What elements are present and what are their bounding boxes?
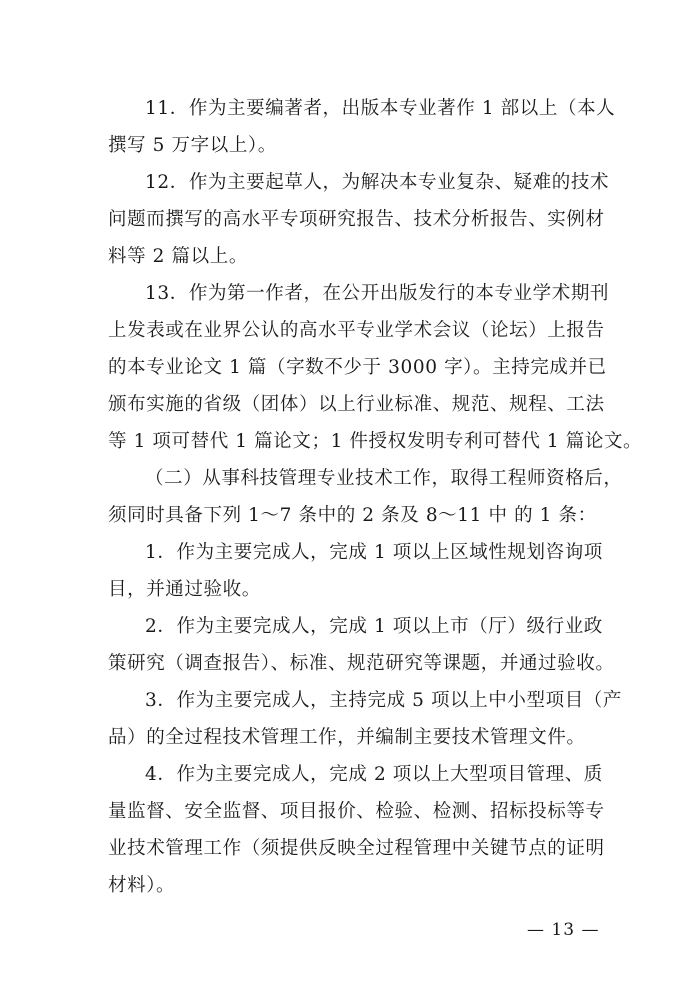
text-line: 的本专业论文 1 篇（字数不少于 3000 字）。主持完成并已 xyxy=(108,357,607,378)
body-text xyxy=(108,90,643,904)
page-number: — 13 — xyxy=(527,920,600,940)
text-line: 12．作为主要起草人，为解决本专业复杂、疑难的技术 xyxy=(145,172,610,193)
text-line: 等 1 项可替代 1 篇论文；1 件授权发明专利可替代 1 篇论文。 xyxy=(108,431,643,452)
item-13-paragraph xyxy=(108,275,643,460)
item-2-paragraph xyxy=(108,608,615,682)
text-line: 2．作为主要完成人，完成 1 项以上市（厅）级行业政 xyxy=(145,616,603,637)
item-11-paragraph xyxy=(108,90,616,164)
item-3-paragraph xyxy=(108,682,623,756)
text-line: 4．作为主要完成人，完成 2 项以上大型项目管理、质 xyxy=(145,764,603,785)
item-12-paragraph xyxy=(108,164,610,275)
section-2-intro-paragraph xyxy=(108,460,623,534)
text-line: 材料）。 xyxy=(108,875,176,896)
text-line: 撰写 5 万字以上）。 xyxy=(108,135,277,156)
text-line: 须同时具备下列 1～7 条中的 2 条及 8～11 中 的 1 条： xyxy=(108,505,597,526)
text-line: 颁布实施的省级（团体）以上行业标准、规范、规程、工法 xyxy=(108,394,605,415)
item-1-paragraph xyxy=(108,534,603,608)
text-line: 3．作为主要完成人，主持完成 5 项以上中小型项目（产 xyxy=(145,690,623,711)
text-line: （二）从事科技管理专业技术工作，取得工程师资格后， xyxy=(145,468,623,489)
text-line: 料等 2 篇以上。 xyxy=(108,246,248,267)
text-line: 1．作为主要完成人，完成 1 项以上区域性规划咨询项 xyxy=(145,542,603,563)
text-line: 品）的全过程技术管理工作，并编制主要技术管理文件。 xyxy=(108,727,586,748)
text-line: 上发表或在业界公认的高水平专业学术会议（论坛）上报告 xyxy=(108,320,605,341)
text-line: 13．作为第一作者，在公开出版发行的本专业学术期刊 xyxy=(145,283,610,304)
text-line: 问题而撰写的高水平专项研究报告、技术分析报告、实例材 xyxy=(108,209,605,230)
text-line: 11．作为主要编著者，出版本专业著作 1 部以上（本人 xyxy=(145,98,616,119)
text-line: 量监督、安全监督、项目报价、检验、检测、招标投标等专 xyxy=(108,801,605,822)
text-line: 业技术管理工作（须提供反映全过程管理中关键节点的证明 xyxy=(108,838,605,859)
text-line: 目，并通过验收。 xyxy=(108,579,261,600)
text-line: 策研究（调查报告）、标准、规范研究等课题，并通过验收。 xyxy=(108,653,615,674)
item-4-paragraph xyxy=(108,756,605,904)
